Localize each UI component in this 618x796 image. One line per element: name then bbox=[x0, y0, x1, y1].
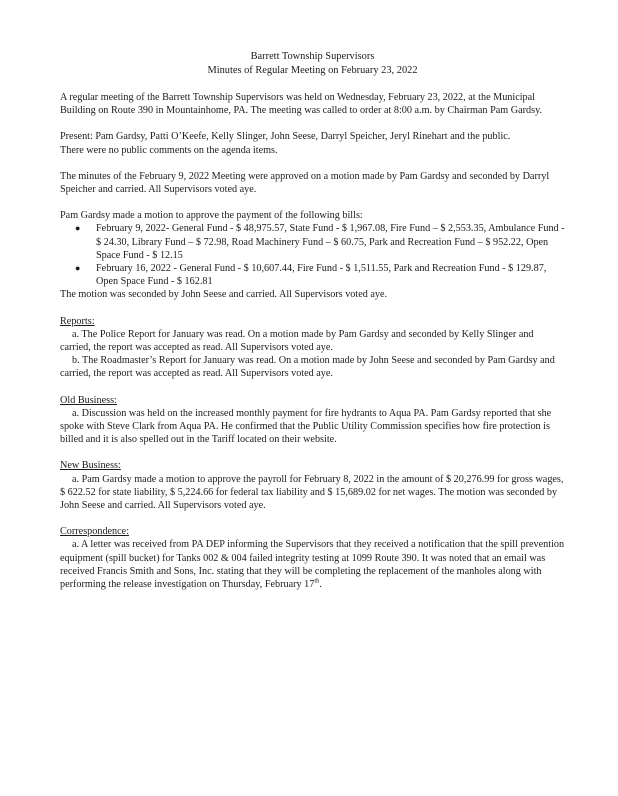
bills-list-item bbox=[60, 222, 565, 262]
bills-list-item bbox=[60, 262, 565, 288]
present-paragraph: Present: Pam Gardsy, Patti O’Keefe, Kelly Slinger, John Seese, Darryl Speicher, Jeryl Rinehart and the public. bbox=[60, 131, 511, 143]
correspondence-heading: Correspondence: bbox=[60, 526, 130, 538]
public-comments-paragraph: There were no public comments on the agenda items. bbox=[60, 144, 278, 156]
title-line-2: Minutes of Regular Meeting on February 23, 2022 bbox=[207, 65, 418, 76]
document-body bbox=[60, 50, 565, 591]
correspondence-item-superscript: th bbox=[314, 577, 320, 585]
new-business-heading: New Business: bbox=[60, 460, 121, 472]
title-line-1: Barrett Township Supervisors bbox=[250, 51, 375, 62]
correspondence-item-a bbox=[60, 538, 565, 591]
bills-item-text: February 16, 2022 - General Fund - $ 10,607.44, Fire Fund - $ 1,511.55, Park and Recreation Fund - $ 129.87, Open Space Fund - $ 162.81 bbox=[96, 263, 547, 288]
bills-closing: The motion was seconded by John Seese and carried. All Supervisors voted aye. bbox=[60, 289, 388, 301]
new-business-item-a: a. Pam Gardsy made a motion to approve the payroll for February 8, 2022 in the amount of $ 20,276.99 for gross wages, $ 622.52 for state liability, $ 5,224.66 for federal tax liability and $ 15,689.02 for net wages. The motion was seconded by John Seese and carried. All Supervisors voted aye. bbox=[60, 473, 564, 512]
correspondence-item-end: . bbox=[319, 579, 322, 591]
old-business-item-a: a. Discussion was held on the increased monthly payment for fire hydrants to Aqua PA. Pam Gardsy reported that she spoke with Steve Clark from Aqua PA. He confirmed that the Public Utility Commission specifies how fire protection is billed and it is also spelled out in the Tariff located on their website. bbox=[60, 407, 552, 446]
intro-paragraph: A regular meeting of the Barrett Township Supervisors was held on Wednesday, February 23, 2022, at the Municipal Building on Route 390 in Mountainhome, PA. The meeting was called to order at 8:00 a.m. by Chairman Pam Gardsy. bbox=[60, 92, 543, 117]
bills-item-text: February 9, 2022- General Fund - $ 48,975.57, State Fund - $ 1,967.08, Fire Fund – $ 2,553.35, Ambulance Fund - $ 24.30, Library Fund – $ 72.98, Road Machinery Fund – $ 60.75, Park and Recreation Fund – $ 952.22, Open Space Fund - $ 12.15 bbox=[96, 223, 565, 261]
bullet-icon: ● bbox=[75, 263, 81, 274]
minutes-approval-paragraph: The minutes of the February 9, 2022 Meeting were approved on a motion made by Pam Gardsy and seconded by Darryl Speicher and carried. All Supervisors voted aye. bbox=[60, 170, 550, 196]
reports-item-b: b. The Roadmaster’s Report for January was read. On a motion made by John Seese and seconded by Pam Gardsy and carried, the report was accepted as read. All Supervisors voted aye. bbox=[60, 355, 555, 380]
bullet-icon: ● bbox=[75, 223, 81, 234]
correspondence-item-text: a. A letter was received from PA DEP informing the Supervisors that they received a notification that the spill prevention equipment (spill bucket) for Tanks 002 & 004 failed integrity testing at 1099 Route 390. It was noted that an email was received Francis Smith and Sons, Inc. stating that they will be completing the replacement of the manholes along with performing the release investigation on Thursday, February 17 bbox=[60, 539, 565, 591]
reports-heading: Reports: bbox=[60, 315, 95, 327]
reports-item-a: a. The Police Report for January was read. On a motion made by Pam Gardsy and seconded by Kelly Slinger and carried, the report was accepted as read. All Supervisors voted aye. bbox=[60, 328, 534, 354]
bills-list bbox=[60, 222, 565, 288]
bills-intro: Pam Gardsy made a motion to approve the payment of the following bills: bbox=[60, 210, 363, 222]
old-business-heading: Old Business: bbox=[60, 394, 117, 406]
document-title bbox=[60, 50, 565, 78]
